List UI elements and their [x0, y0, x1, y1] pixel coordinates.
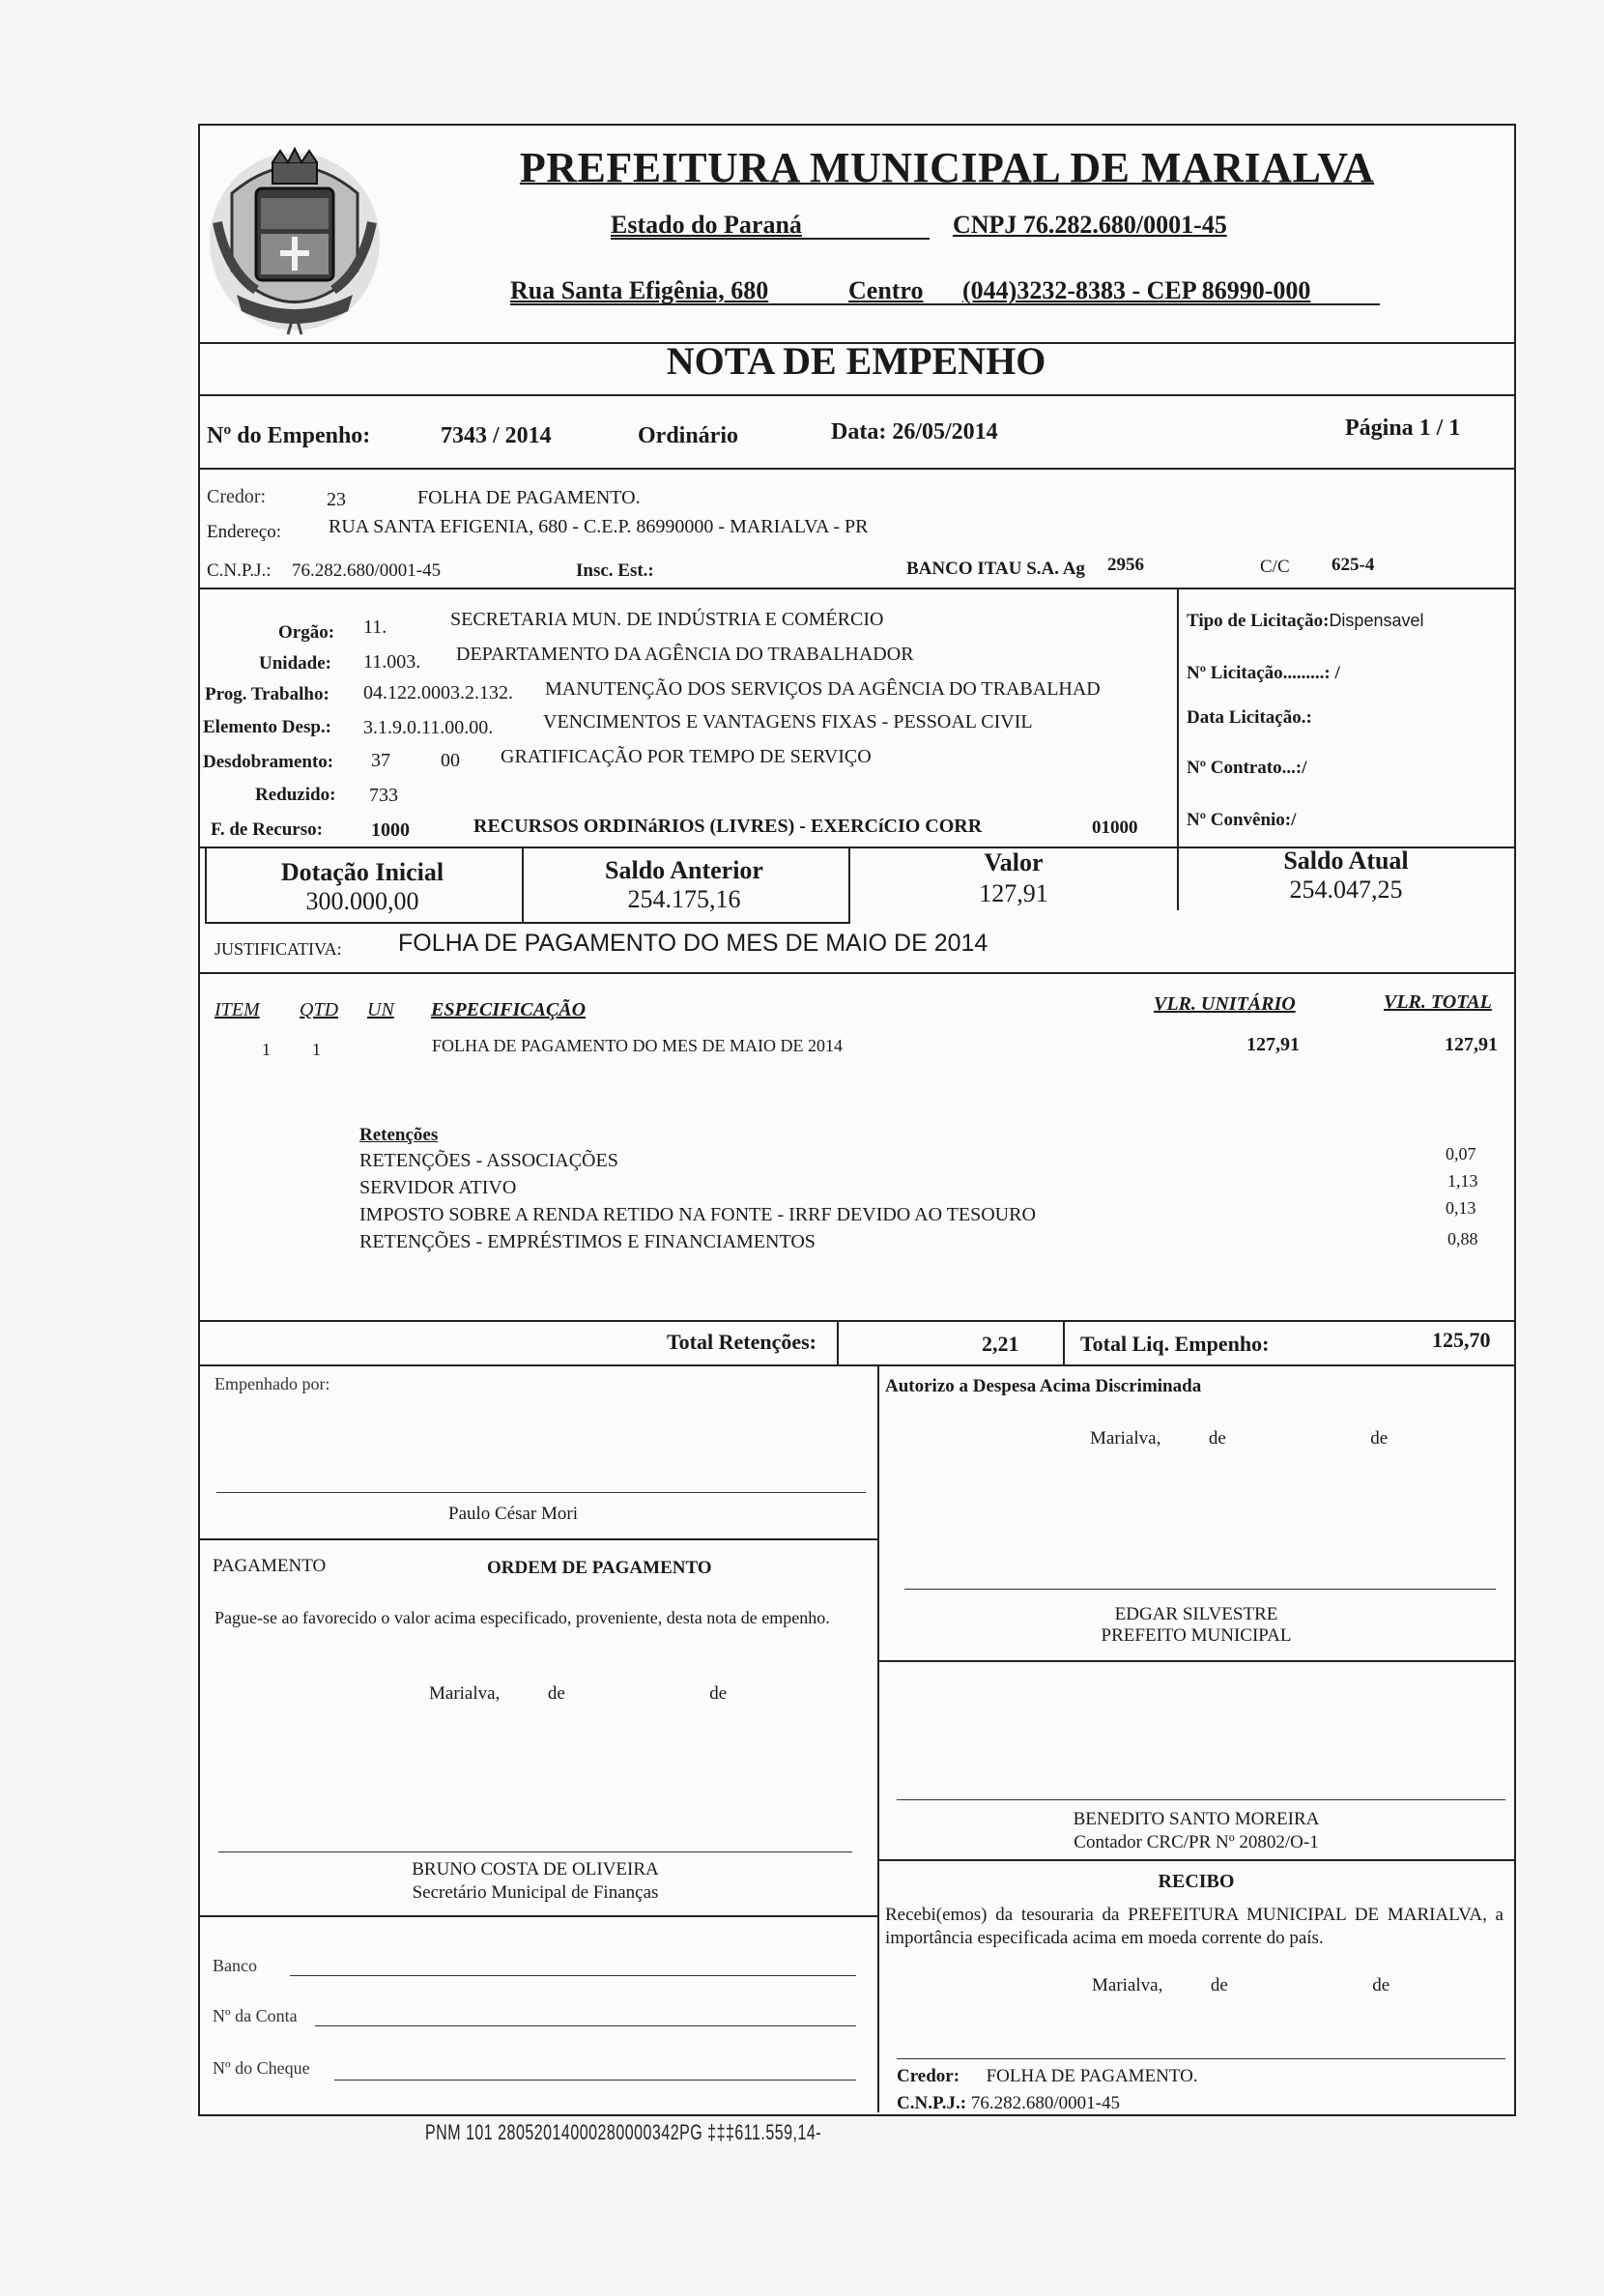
de-label: de	[547, 1683, 565, 1704]
divider	[1177, 588, 1179, 847]
recibo-cnpj-value: 76.282.680/0001-45	[970, 2093, 1120, 2113]
de-label: de	[1210, 1975, 1228, 1995]
divider	[198, 468, 1514, 470]
divider	[1063, 1320, 1065, 1364]
licitacao-tipo-value: Dispensavel	[1329, 611, 1424, 630]
anterior-label: Saldo Anterior	[605, 856, 763, 884]
state-label: Estado do Paraná	[611, 211, 802, 239]
reduzido-value: 733	[369, 785, 398, 806]
retencao-value: 1,13	[1447, 1171, 1478, 1191]
atual-label: Saldo Atual	[1283, 847, 1409, 875]
justificativa-text: FOLHA DE PAGAMENTO DO MES DE MAIO DE 2014	[398, 930, 988, 957]
divider	[877, 1660, 1514, 1662]
endereco-value: RUA SANTA EFIGENIA, 680 - C.E.P. 86990000 - MARIALVA - PR	[329, 516, 869, 537]
item-vlr-unitario: 127,91	[1246, 1034, 1300, 1055]
empenho-label: Nº do Empenho:	[207, 423, 371, 448]
prog-name: MANUTENÇÃO DOS SERVIÇOS DA AGÊNCIA DO TRABALHAD	[545, 678, 1101, 700]
signature-line	[216, 1492, 866, 1493]
recurso-code: 1000	[371, 819, 410, 841]
page-title: PREFEITURA MUNICIPAL DE MARIALVA	[519, 144, 1375, 191]
orgao-code: 11.	[363, 617, 387, 638]
divider	[877, 1859, 1514, 1861]
secretario-cargo: Secretário Municipal de Finanças	[412, 1882, 659, 1903]
secretario-nome: BRUNO COSTA DE OLIVEIRA	[412, 1859, 659, 1880]
desdobramento-code: 37	[371, 750, 390, 771]
retencao-value: 0,13	[1446, 1198, 1476, 1218]
signature-line	[218, 1851, 852, 1852]
divider	[837, 1320, 839, 1364]
endereco-label: Endereço:	[207, 522, 282, 542]
col-item: ITEM	[215, 999, 260, 1020]
anterior-value: 254.175,16	[627, 885, 741, 913]
de-label: de	[1372, 1975, 1390, 1995]
signature-line	[897, 1799, 1505, 1800]
state-underline	[611, 238, 930, 240]
banco-field-line	[290, 1975, 856, 1976]
retencao-row: IMPOSTO SOBRE A RENDA RETIDO NA FONTE - IRRF DEVIDO AO TESOURO	[359, 1204, 1036, 1225]
credor-code: 23	[327, 489, 346, 510]
elemento-name: VENCIMENTOS E VANTAGENS FIXAS - PESSOAL CIVIL	[543, 711, 1033, 732]
marialva-label: Marialva,	[1092, 1975, 1163, 1995]
de-label: de	[1208, 1428, 1226, 1449]
divider	[877, 1364, 879, 2112]
retencao-row: RETENÇÕES - EMPRÉSTIMOS E FINANCIAMENTOS	[359, 1231, 816, 1252]
col-un: UN	[367, 999, 394, 1020]
de-label: de	[1370, 1428, 1389, 1449]
licitacao-contrato: Nº Contrato...:/	[1187, 758, 1307, 778]
footer-code: PNM 101 28052014000280000342PG ‡‡‡611.559,14-	[425, 2122, 822, 2145]
empenho-date: Data: 26/05/2014	[831, 419, 998, 445]
divider	[198, 394, 1514, 396]
empenhado-por-label: Empenhado por:	[215, 1374, 330, 1393]
recibo-cnpj	[897, 2093, 1120, 2114]
credor-name: FOLHA DE PAGAMENTO.	[417, 487, 641, 508]
unidade-code: 11.003.	[363, 651, 421, 673]
unidade-name: DEPARTAMENTO DA AGÊNCIA DO TRABALHADOR	[456, 644, 914, 665]
page-number: Página 1 / 1	[1345, 416, 1461, 441]
contador-nome: BENEDITO SANTO MOREIRA	[1073, 1809, 1320, 1829]
autorizo-data	[1090, 1428, 1388, 1449]
col-qtd: QTD	[300, 999, 339, 1020]
total-liquido-label: Total Liq. Empenho:	[1080, 1332, 1270, 1356]
item-vlr-total: 127,91	[1445, 1034, 1498, 1055]
elemento-label: Elemento Desp.:	[203, 717, 331, 737]
recibo-text: Recebi(emos) da tesouraria da PREFEITURA MUNICIPAL DE MARIALVA, a importância especificada acima em moeda corrente do país.	[885, 1905, 1504, 1948]
desdobramento-label: Desdobramento:	[203, 752, 334, 772]
dotacao-label: Dotação Inicial	[280, 858, 444, 886]
licitacao-numero: Nº Licitação.........: /	[1187, 663, 1340, 683]
recibo-cnpj-label: C.N.P.J.:	[897, 2093, 967, 2113]
recurso-number: 01000	[1092, 818, 1138, 838]
conta-field-label: Nº da Conta	[213, 2006, 298, 2025]
divider	[198, 1915, 877, 1917]
elemento-code: 3.1.9.0.11.00.00.	[363, 717, 494, 738]
retencao-value: 0,07	[1446, 1144, 1476, 1163]
prog-code: 04.122.0003.2.132.	[363, 682, 513, 703]
conta-field-line	[315, 2025, 856, 2026]
divider	[198, 588, 1514, 589]
valor-value: 127,91	[979, 879, 1048, 907]
cheque-field-label: Nº do Cheque	[213, 2058, 310, 2078]
coat-of-arms-icon	[203, 145, 387, 338]
licitacao-tipo	[1187, 611, 1424, 632]
unidade-label: Unidade:	[259, 653, 331, 674]
total-retencoes-label: Total Retenções:	[667, 1330, 816, 1354]
divider	[198, 1538, 877, 1540]
marialva-label: Marialva,	[429, 1683, 501, 1704]
col-especificacao: ESPECIFICAÇÃO	[431, 999, 587, 1020]
total-liquido-value: 125,70	[1432, 1328, 1491, 1352]
table-row	[198, 1034, 1514, 1069]
document-title: NOTA DE EMPENHO	[666, 339, 1046, 383]
insc-label: Insc. Est.:	[576, 560, 654, 581]
pague-se-text: Pague-se ao favorecido o valor acima especificado, proveniente, desta nota de empenho.	[215, 1608, 830, 1627]
reduzido-label: Reduzido:	[255, 785, 336, 805]
recurso-label: F. de Recurso:	[211, 819, 323, 840]
retencoes-title: Retenções	[359, 1125, 439, 1145]
cnpj-header: CNPJ 76.282.680/0001-45	[953, 211, 1227, 239]
banco-label: BANCO ITAU S.A. Ag	[906, 559, 1085, 579]
ordem-pagamento-label: ORDEM DE PAGAMENTO	[487, 1558, 712, 1578]
empenho-type: Ordinário	[638, 423, 739, 448]
pagamento-label: PAGAMENTO	[213, 1556, 327, 1576]
divider	[198, 1364, 1514, 1366]
licitacao-tipo-label: Tipo de Licitação:	[1187, 611, 1330, 631]
cheque-field-line	[334, 2080, 856, 2081]
justificativa-label: JUSTIFICATIVA:	[215, 939, 342, 959]
item-qtd: 1	[312, 1040, 321, 1059]
empenhado-nome: Paulo César Mori	[448, 1504, 579, 1524]
recibo-credor-value: FOLHA DE PAGAMENTO.	[986, 2066, 1198, 2086]
retencao-value: 0,88	[1447, 1229, 1478, 1248]
orgao-name: SECRETARIA MUN. DE INDÚSTRIA E COMÉRCIO	[450, 609, 884, 630]
orgao-label: Orgão:	[278, 622, 335, 643]
retencao-row: SERVIDOR ATIVO	[359, 1177, 517, 1198]
autorizo-label: Autorizo a Despesa Acima Discriminada	[885, 1376, 1202, 1396]
signature-line	[904, 1589, 1496, 1590]
item-number: 1	[262, 1040, 271, 1059]
agencia-value: 2956	[1107, 555, 1144, 575]
total-retencoes-value: 2,21	[982, 1332, 1019, 1356]
empenho-number: 7343 / 2014	[441, 423, 552, 448]
district-label: Centro	[848, 276, 924, 304]
recibo-title: RECIBO	[1158, 1871, 1235, 1892]
item-especificacao: FOLHA DE PAGAMENTO DO MES DE MAIO DE 2014	[432, 1036, 844, 1055]
credor-label: Credor:	[207, 486, 267, 507]
recibo-data	[1092, 1975, 1389, 1996]
address-label: Rua Santa Efigênia, 680	[510, 276, 769, 304]
prog-label: Prog. Trabalho:	[205, 684, 329, 704]
phone-cep-label: (044)3232-8383 - CEP 86990-000	[962, 276, 1311, 304]
divider	[198, 972, 1514, 974]
retencao-row: RETENÇÕES - ASSOCIAÇÕES	[359, 1150, 618, 1171]
col-vlr-total: VLR. TOTAL	[1384, 991, 1492, 1013]
valor-label: Valor	[984, 848, 1044, 876]
prefeito-nome: EDGAR SILVESTRE	[1114, 1604, 1278, 1624]
signature-line	[897, 2058, 1505, 2059]
cnpj-value: 76.282.680/0001-45	[292, 560, 442, 581]
banco-field-label: Banco	[213, 1956, 257, 1975]
contador-cargo: Contador CRC/PR Nº 20802/O-1	[1074, 1832, 1319, 1852]
prefeito-cargo: PREFEITO MUNICIPAL	[1101, 1625, 1292, 1646]
licitacao-convenio: Nº Convênio:/	[1187, 810, 1297, 830]
desdobramento-sub: 00	[441, 750, 460, 771]
recibo-credor	[897, 2066, 1198, 2087]
marialva-label: Marialva,	[1090, 1428, 1161, 1449]
col-vlr-unitario: VLR. UNITÁRIO	[1154, 993, 1296, 1015]
cc-label: C/C	[1260, 557, 1290, 577]
ordem-data	[429, 1683, 727, 1705]
cc-value: 625-4	[1332, 555, 1375, 575]
recibo-credor-label: Credor:	[897, 2066, 960, 2086]
cnpj-label: C.N.P.J.:	[207, 560, 272, 581]
desdobramento-name: GRATIFICAÇÃO POR TEMPO DE SERVIÇO	[501, 746, 872, 767]
dotacao-value: 300.000,00	[305, 887, 419, 915]
de-label: de	[709, 1683, 728, 1704]
divider	[198, 1320, 1514, 1322]
recurso-name: RECURSOS ORDINáRIOS (LIVRES) - EXERCíCIO CORR	[473, 816, 983, 837]
licitacao-data: Data Licitação.:	[1187, 707, 1312, 728]
atual-value: 254.047,25	[1289, 875, 1403, 904]
